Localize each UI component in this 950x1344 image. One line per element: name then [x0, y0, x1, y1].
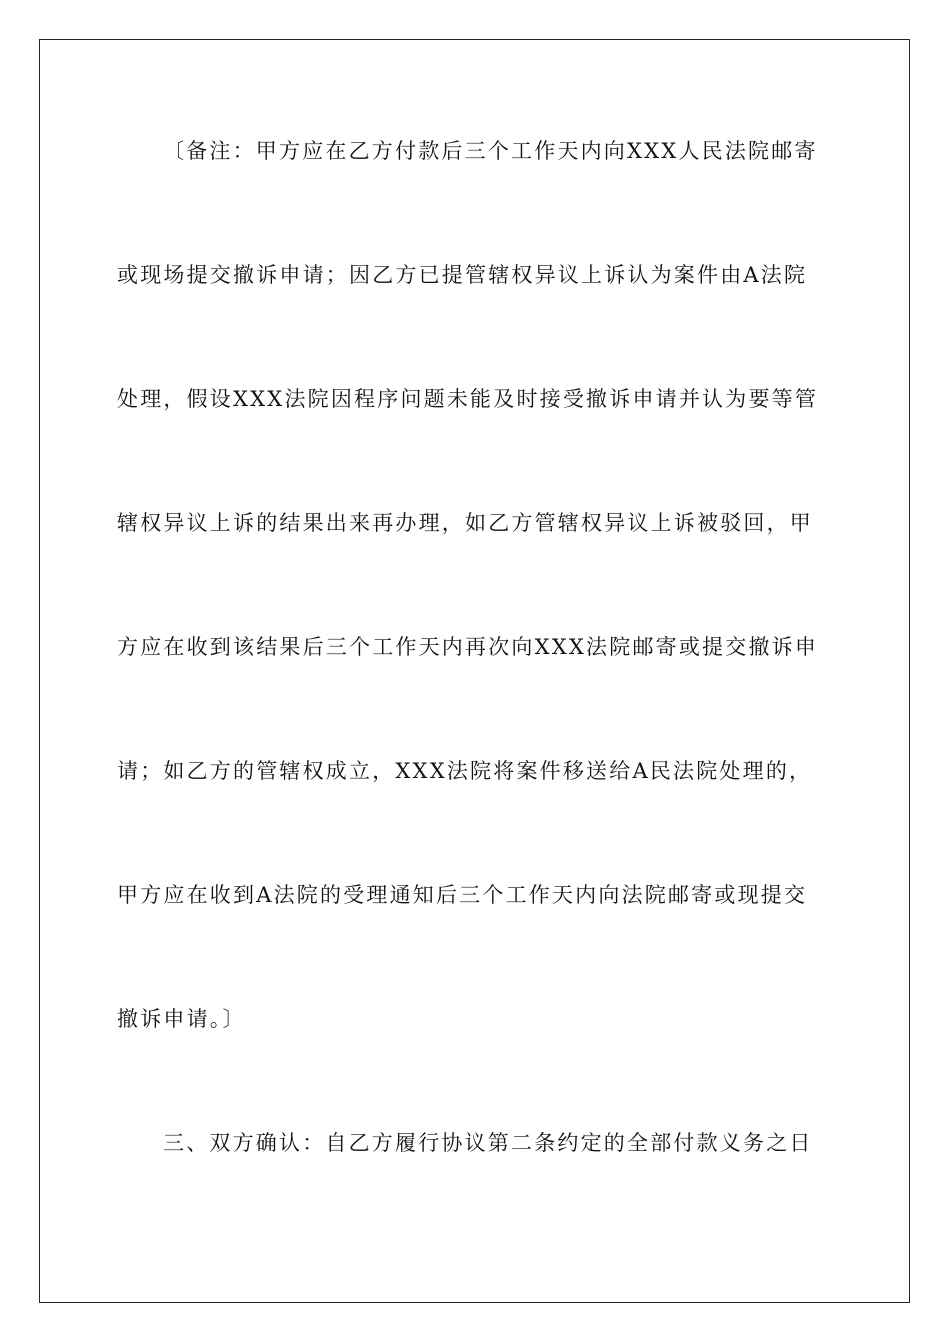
page-border	[39, 39, 910, 1303]
text-line-7: 甲方应在收到A法院的受理通知后三个工作天内向法院邮寄或现提交	[117, 883, 808, 907]
text-line-8: 撤诉申请。〕	[117, 1007, 246, 1031]
text-line-1: 〔备注：甲方应在乙方付款后三个工作天内向XXX人民法院邮寄	[163, 139, 818, 163]
text-line-6: 请；如乙方的管辖权成立，XXX法院将案件移送给A民法院处理的，	[117, 759, 813, 783]
text-line-9: 三、双方确认：自乙方履行协议第二条约定的全部付款义务之日	[163, 1131, 813, 1155]
text-line-2: 或现场提交撤诉申请；因乙方已提管辖权异议上诉认为案件由A法院	[117, 263, 808, 287]
text-line-3: 处理，假设XXX法院因程序问题未能及时接受撤诉申请并认为要等管	[117, 387, 819, 411]
text-line-4: 辖权异议上诉的结果出来再办理，如乙方管辖权异议上诉被驳回，甲	[117, 511, 813, 535]
text-line-5: 方应在收到该结果后三个工作天内再次向XXX法院邮寄或提交撤诉申	[117, 635, 819, 659]
